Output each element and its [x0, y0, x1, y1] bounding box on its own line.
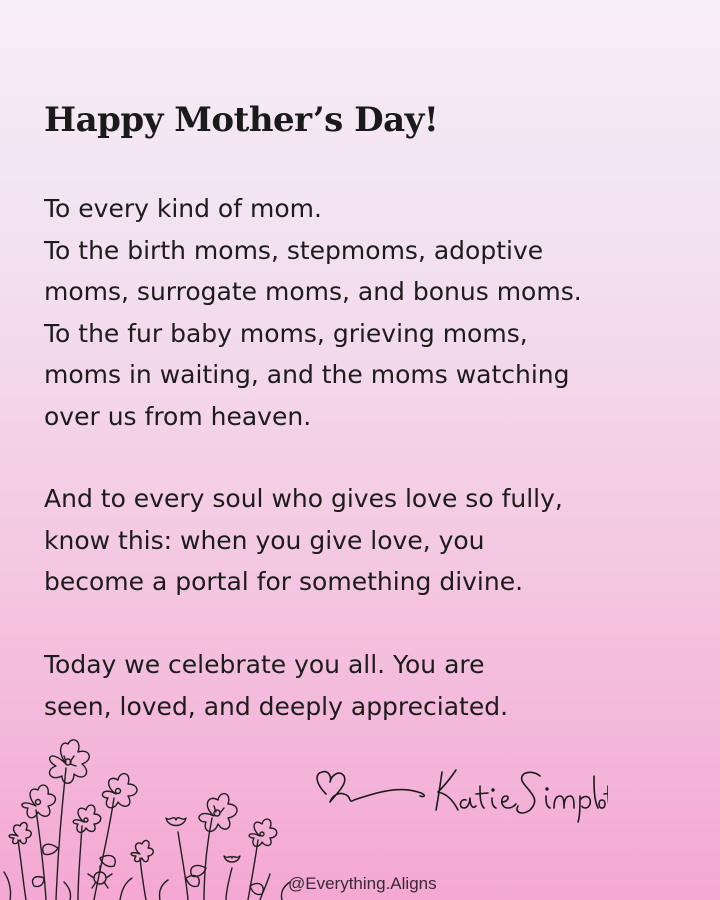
signature-script: [436, 770, 608, 822]
text-line: over us from heaven.: [44, 401, 312, 431]
text-line: become a portal for something divine.: [44, 567, 524, 596]
text-line: seen, loved, and deeply appreciated.: [44, 691, 509, 721]
text-line: moms, surrogate moms, and bonus moms.: [44, 277, 582, 306]
instagram-handle: @Everything.Aligns: [288, 874, 437, 893]
paragraph-every-soul: [44, 478, 563, 603]
text-line: Today we celebrate you all. You are: [44, 650, 485, 679]
heart-flourish-icon: [317, 772, 424, 802]
signature: [308, 756, 608, 826]
text-line: To the fur baby moms, grieving moms,: [44, 318, 528, 348]
text-line: And to every soul who gives love so fully,: [44, 484, 563, 513]
wildflowers-illustration-icon: [0, 728, 300, 900]
paragraph-every-kind-of-mom: [44, 188, 582, 437]
text-line: moms in waiting, and the moms watching: [44, 360, 570, 389]
card-title: Happy Mother’s Day!: [44, 100, 439, 140]
text-line: know this: when you give love, you: [44, 525, 485, 555]
text-line: To every kind of mom.: [44, 194, 322, 223]
text-line: To the birth moms, stepmoms, adoptive: [44, 235, 544, 265]
paragraph-celebrate: [44, 644, 508, 727]
